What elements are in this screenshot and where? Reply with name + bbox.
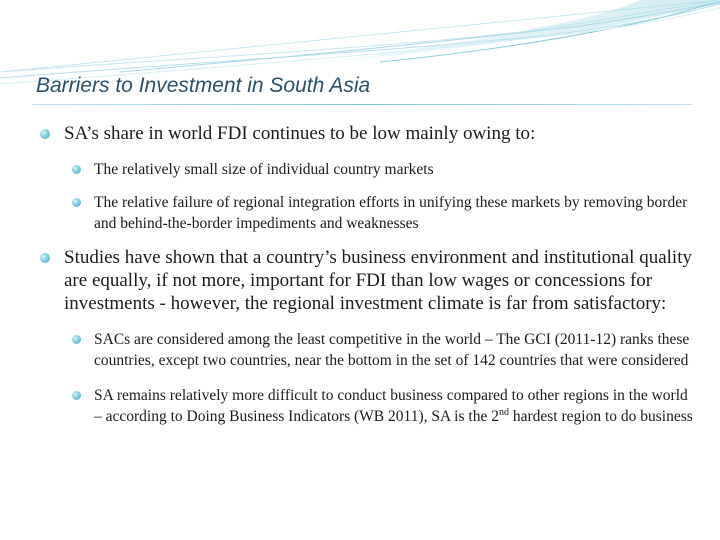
bullet-2-sub-1-text: SACs are considered among the least competitive in the world – The GCI (2011-12) ranks these countries, except two countries, near the bottom in the set of 142 countries that were considered bbox=[94, 331, 690, 369]
bullet-icon bbox=[72, 391, 81, 400]
ordinal-suffix: nd bbox=[498, 406, 509, 418]
bullet-2-sub-2-text-before: SA remains relatively more difficult to conduct business compared to other regions in the world – according to Doing Business Indicators (WB 2011), SA is the 2 bbox=[94, 387, 688, 425]
bullet-2-sub-2-text bbox=[94, 387, 693, 425]
bullet-icon bbox=[72, 335, 81, 344]
bullet-1-text: SA’s share in world FDI continues to be low mainly owing to: bbox=[64, 123, 536, 144]
bullet-1 bbox=[36, 122, 696, 145]
bullet-1-sub-1 bbox=[64, 159, 696, 180]
bullet-2-sub-2-text-after: hardest region to do business bbox=[508, 408, 693, 425]
bullet-icon bbox=[72, 198, 81, 207]
bullet-icon bbox=[72, 165, 81, 174]
bullet-2 bbox=[36, 246, 696, 315]
bullet-1-sub-2 bbox=[64, 192, 696, 234]
bullet-icon bbox=[40, 253, 50, 263]
slide-body bbox=[36, 122, 696, 427]
slide-title: Barriers to Investment in South Asia bbox=[36, 74, 371, 97]
bullet-2-text: Studies have shown that a country’s business environment and institutional quality are equally, if not more, important for FDI than low wages or concessions for investments - however, the regional investment climate is far from satisfactory: bbox=[64, 247, 692, 314]
bullet-1-sub-1-text: The relatively small size of individual country markets bbox=[94, 161, 434, 178]
title-divider bbox=[32, 104, 692, 105]
bullet-1-sub-2-text: The relative failure of regional integration efforts in unifying these markets by removing border and behind-the-border impediments and weaknesses bbox=[94, 194, 688, 232]
bullet-2-sub-1 bbox=[64, 329, 696, 371]
bullet-2-sub-2 bbox=[64, 385, 696, 427]
bullet-icon bbox=[40, 129, 50, 139]
